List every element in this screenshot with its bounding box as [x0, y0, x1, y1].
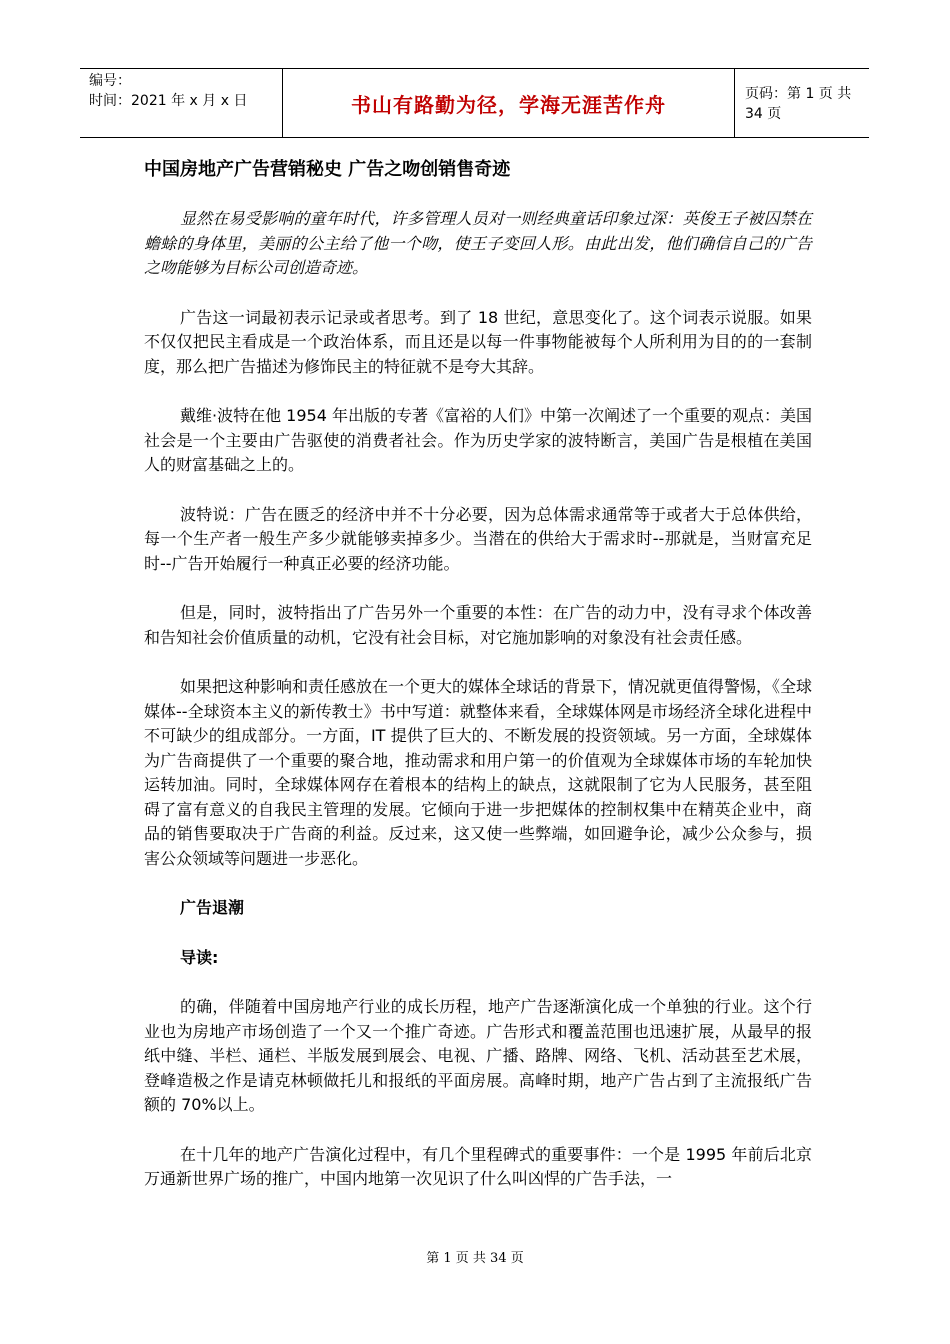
paragraph-6: 的确，伴随着中国房地产行业的成长历程，地产广告逐渐演化成一个单独的行业。这个行业也为房地产市场创造了一个又一个推广奇迹。广告形式和覆盖范围也迅速扩展，从最早的报纸中缝、半栏、通栏、半版发展到展会、电视、广播、路牌、网络、飞机、活动甚至艺术展，登峰造极之作是请克林顿做托儿和报纸的平面房展。高峰时期，地产广告占到了主流报纸广告额的 70%以上。 — [144, 997, 812, 1114]
document-number: 编号： — [89, 73, 131, 89]
document-date: 时间：2021 年 x 月 x 日 — [89, 93, 248, 109]
paragraph-1: 广告这一词最初表示记录或者思考。到了 18 世纪，意思变化了。这个词表示说服。如果不仅仅把民主看成是一个政治体系，而且还是以每一件事物能被每个人所利用为目的的一套制度，那么把广告描述为修饰民主的特征就不是夸大其辞。 — [144, 307, 812, 376]
header-meta — [80, 69, 282, 137]
paragraph-3: 波特说：广告在匮乏的经济中并不十分必要，因为总体需求通常等于或者大于总体供给，每一个生产者一般生产多少就能够卖掉多少。当潜在的供给大于需求时--那就是，当财富充足时--广告开始履行一种真正必要的经济功能。 — [144, 504, 812, 573]
section-heading: 广告退潮 — [180, 898, 245, 917]
document-header — [80, 68, 869, 138]
paragraph-5: 如果把这种影响和责任感放在一个更大的媒体全球话的背景下，情况就更值得警惕，《全球媒体--全球资本主义的新传教士》书中写道：就整体来看，全球媒体网是市场经济全球化进程中不可缺少的组成部分。一方面，IT 提供了巨大的、不断发展的投资领域。另一方面，全球媒体为广告商提供了一个重要的聚合地，推动需求和用户第一的价值观为全球媒体市场的车轮加快运转加油。同时，全球媒体网存在着根本的结构上的缺点，这就限制了它为人民服务，甚至阻碍了富有意义的自我民主管理的发展。它倾向于进一步把媒体的控制权集中在精英企业中，商品的销售要取决于广告商的利益。反过来，这又使一些弊端，如回避争论，减少公众参与，损害公众领域等问题进一步恶化。 — [144, 677, 813, 868]
article-body — [144, 148, 812, 1217]
intro-paragraph: 显然在易受影响的童年时代，许多管理人员对一则经典童话印象过深：英俊王子被囚禁在蟾蜍的身体里，美丽的公主给了他一个吻，使王子变回人形。由此出发，他们确信自己的广告之吻能够为目标公司创造奇迹。 — [144, 209, 812, 277]
paragraph-2: 戴维·波特在他 1954 年出版的专著《富裕的人们》中第一次阐述了一个重要的观点：美国社会是一个主要由广告驱使的消费者社会。作为历史学家的波特断言，美国广告是根植在美国人的财富基础之上的。 — [144, 406, 812, 474]
article-title: 中国房地产广告营销秘史 广告之吻创销售奇迹 — [144, 159, 511, 180]
header-page-info: 页码：第 1 页 共 34 页 — [745, 86, 852, 122]
lead-label: 导读: — [180, 947, 219, 967]
header-motto: 书山有路勤为径，学海无涯苦作舟 — [282, 69, 735, 137]
paragraph-4: 但是，同时，波特指出了广告另外一个重要的本性：在广告的动力中，没有寻求个体改善和告知社会价值质量的动机，它没有社会目标，对它施加影响的对象没有社会责任感。 — [144, 603, 812, 647]
paragraph-7: 在十几年的地产广告演化过程中，有几个里程碑式的重要事件：一个是 1995 年前后北京万通新世界广场的推广，中国内地第一次见识了什么叫凶悍的广告手法，一 — [144, 1144, 812, 1188]
page-footer: 第 1 页 共 34 页 — [426, 1251, 524, 1266]
